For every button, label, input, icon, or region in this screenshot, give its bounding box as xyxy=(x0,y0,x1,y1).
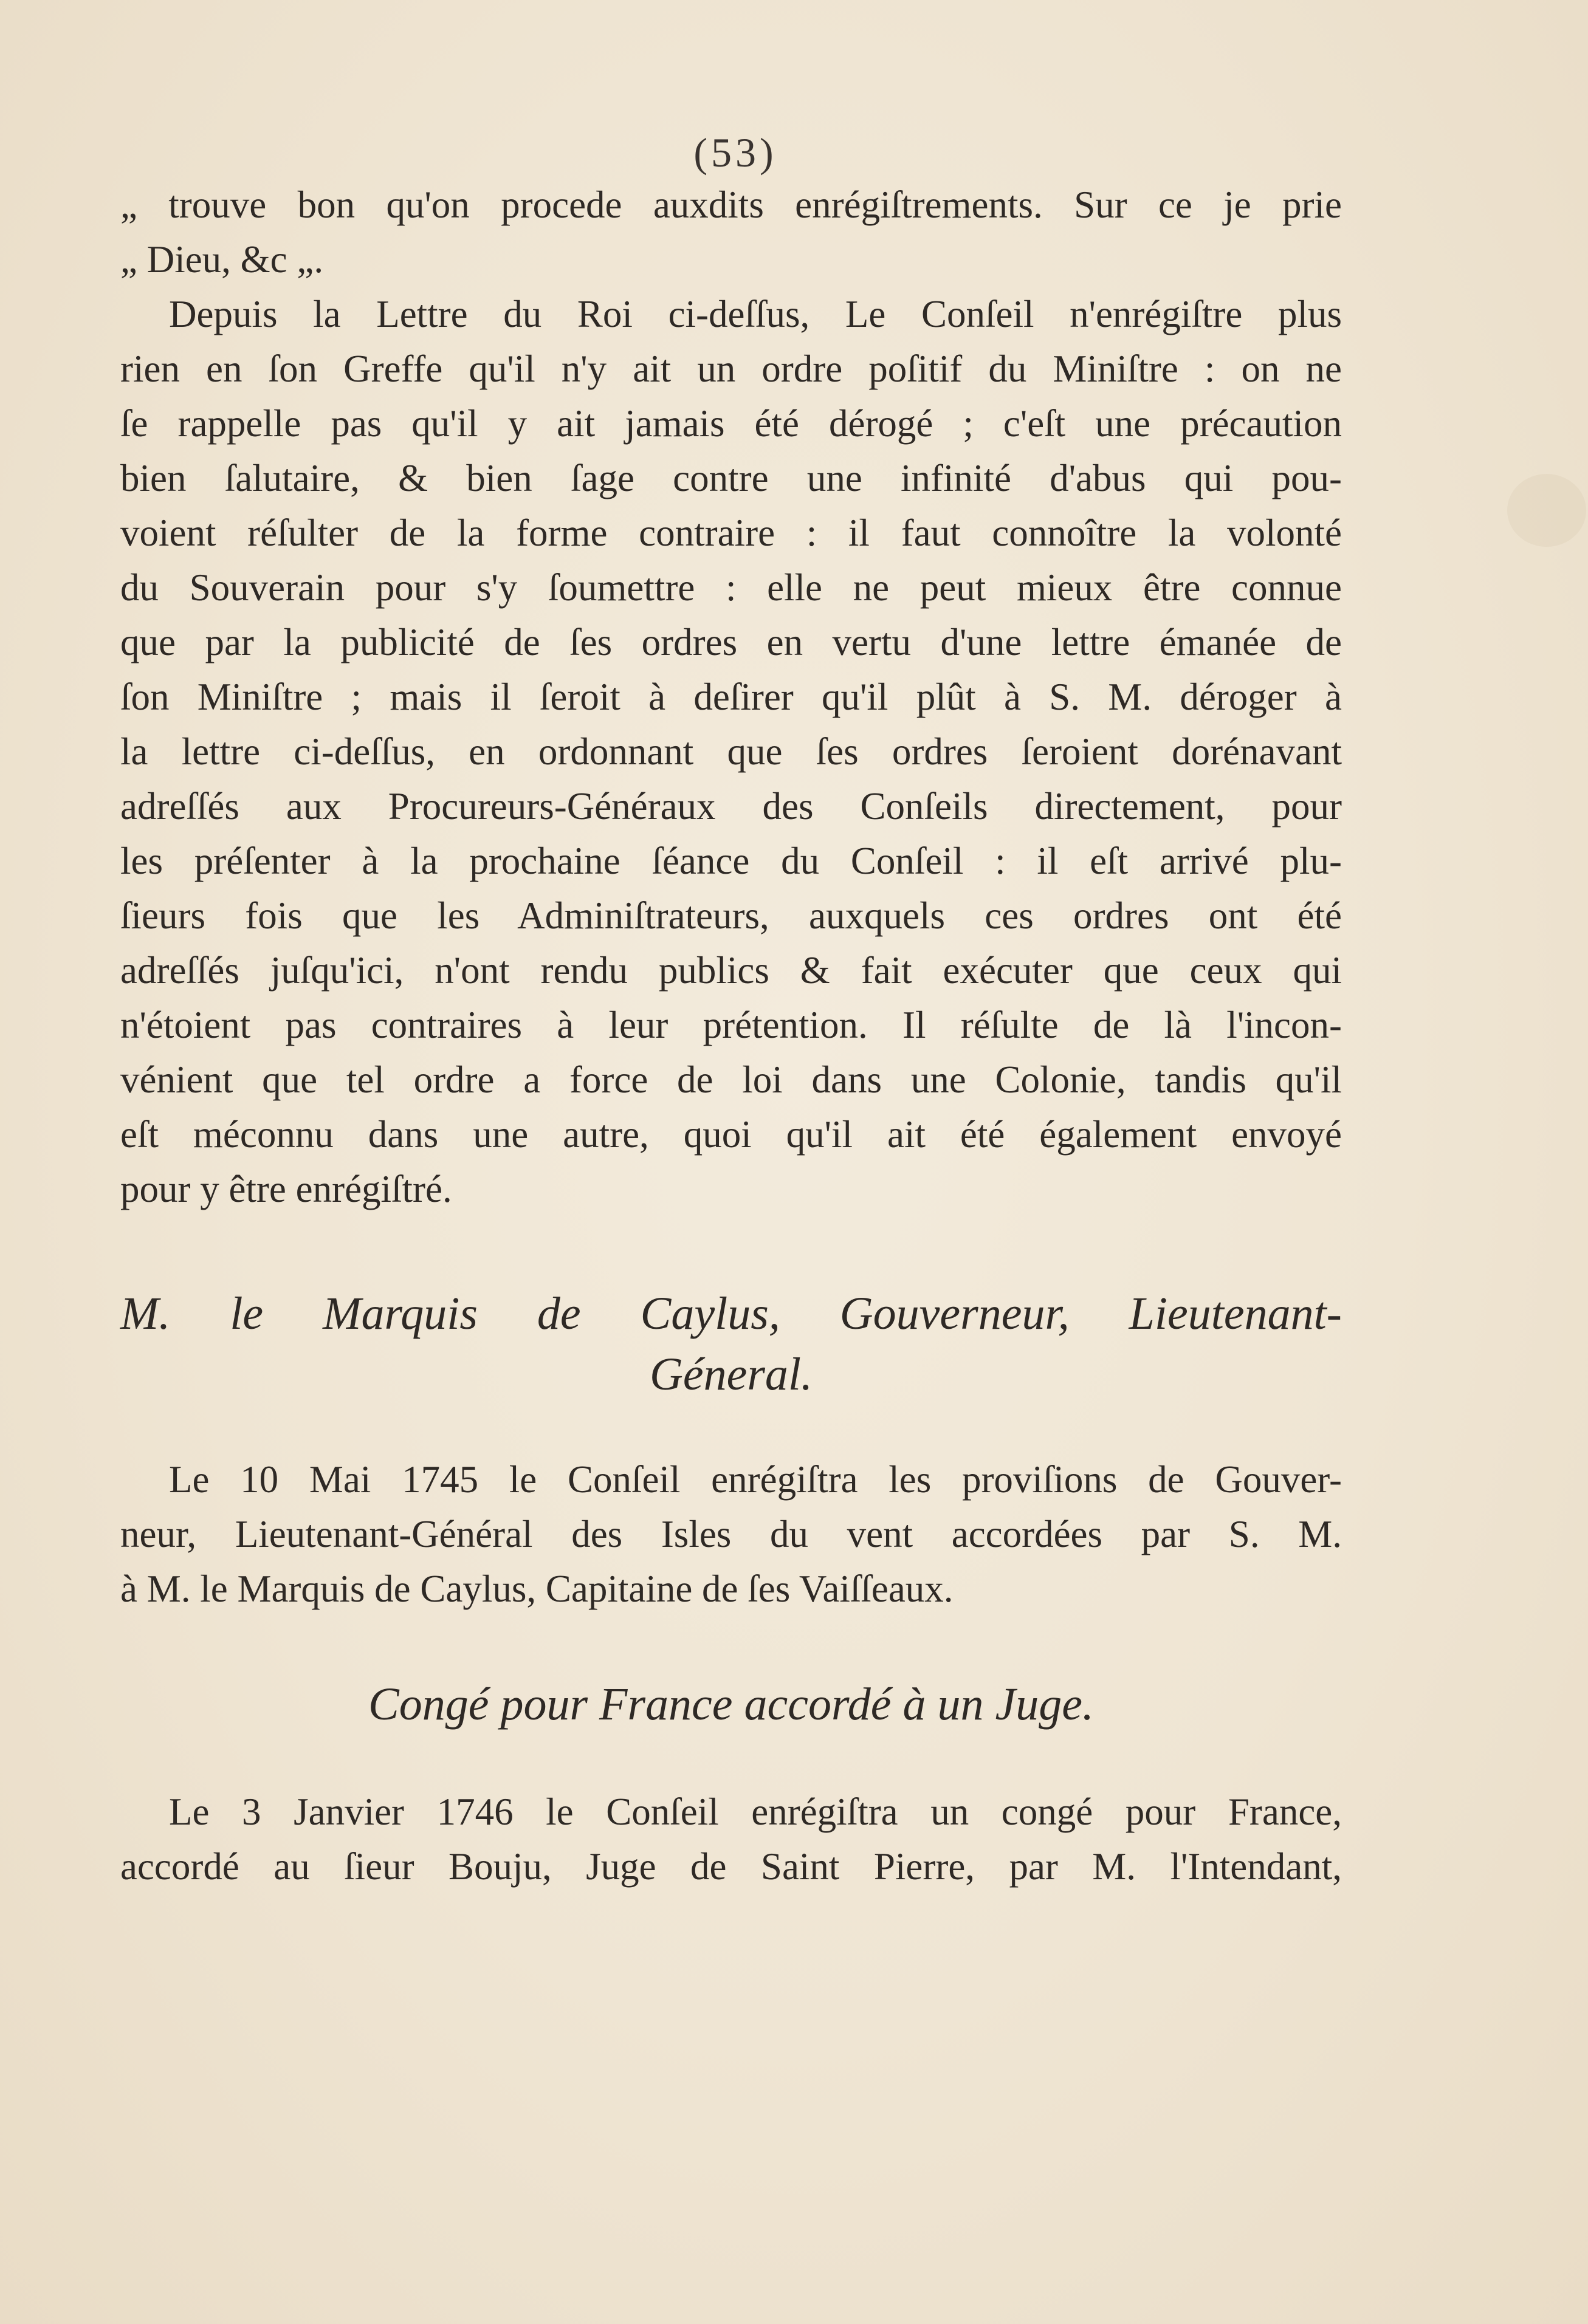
text-line: Le 3 Janvier 1746 le Conſeil enrégiſtra un congé pour France, xyxy=(169,1791,1342,1833)
text-line: pour y être enrégiſtré. xyxy=(120,1168,452,1210)
text-line: voient réſulter de la forme contraire : il faut connoître la volonté xyxy=(120,512,1342,554)
text-line: Le 10 Mai 1745 le Conſeil enrégiſtra les proviſions de Gouver- xyxy=(169,1458,1342,1501)
page-number: (53) xyxy=(693,129,777,176)
heading-line: Géneral. xyxy=(649,1349,813,1400)
text-line: que par la publicité de ſes ordres en vertu d'une lettre émanée de xyxy=(120,621,1342,663)
paper-stain xyxy=(1507,474,1586,547)
text-line: accordé au ſieur Bouju, Juge de Saint Pierre, par M. l'Intendant, xyxy=(120,1845,1342,1888)
text-line: n'étoient pas contraires à leur prétention. Il réſulte de là l'incon- xyxy=(120,1004,1342,1046)
text-line: Depuis la Lettre du Roi ci-deſſus, Le Conſeil n'enrégiſtre plus xyxy=(169,293,1342,335)
quoted-letter-ending xyxy=(120,177,1342,287)
text-line: „ Dieu, &c „. xyxy=(120,238,324,281)
commentary-paragraph xyxy=(120,287,1342,1216)
text-line: adreſſés juſqu'ici, n'ont rendu publics & fait exécuter que ceux qui xyxy=(120,949,1342,992)
text-line: adreſſés aux Procureurs-Généraux des Conſeils directement, pour xyxy=(120,785,1342,828)
text-line: eſt méconnu dans une autre, quoi qu'il ait été également envoyé xyxy=(120,1113,1342,1156)
text-line: bien ſalutaire, & bien ſage contre une infinité d'abus qui pou- xyxy=(120,457,1342,499)
heading-line: M. le Marquis de Caylus, Gouverneur, Lieutenant- xyxy=(120,1288,1342,1339)
heading-line: Congé pour France accordé à un Juge. xyxy=(368,1679,1094,1730)
text-line: ſon Miniſtre ; mais il ſeroit à deſirer qu'il plût à S. M. déroger à xyxy=(120,676,1342,718)
caylus-paragraph xyxy=(120,1452,1342,1616)
text-line: rien en ſon Greffe qu'il n'y ait un ordre poſitif du Miniſtre : on ne xyxy=(120,348,1342,390)
text-line: à M. le Marquis de Caylus, Capitaine de ſes Vaiſſeaux. xyxy=(120,1568,954,1610)
text-line: ſe rappelle pas qu'il y ait jamais été dérogé ; c'eſt une précaution xyxy=(120,402,1342,445)
text-line: ſieurs fois que les Adminiſtrateurs, auxquels ces ordres ont été xyxy=(120,894,1342,937)
text-line: du Souverain pour s'y ſoumettre : elle ne peut mieux être connue xyxy=(120,566,1342,609)
text-line: les préſenter à la prochaine ſéance du Conſeil : il eſt arrivé plu- xyxy=(120,840,1342,882)
text-line: „ trouve bon qu'on procede auxdits enrégiſtrements. Sur ce je prie xyxy=(120,183,1342,226)
section-heading-conge xyxy=(120,1674,1342,1735)
conge-paragraph xyxy=(120,1784,1342,1894)
text-line: la lettre ci-deſſus, en ordonnant que ſes ordres ſeroient dorénavant xyxy=(120,730,1342,773)
section-heading-caylus xyxy=(120,1283,1342,1405)
text-line: vénient que tel ordre a force de loi dans une Colonie, tandis qu'il xyxy=(120,1058,1342,1101)
text-line: neur, Lieutenant-Général des Isles du vent accordées par S. M. xyxy=(120,1513,1342,1555)
